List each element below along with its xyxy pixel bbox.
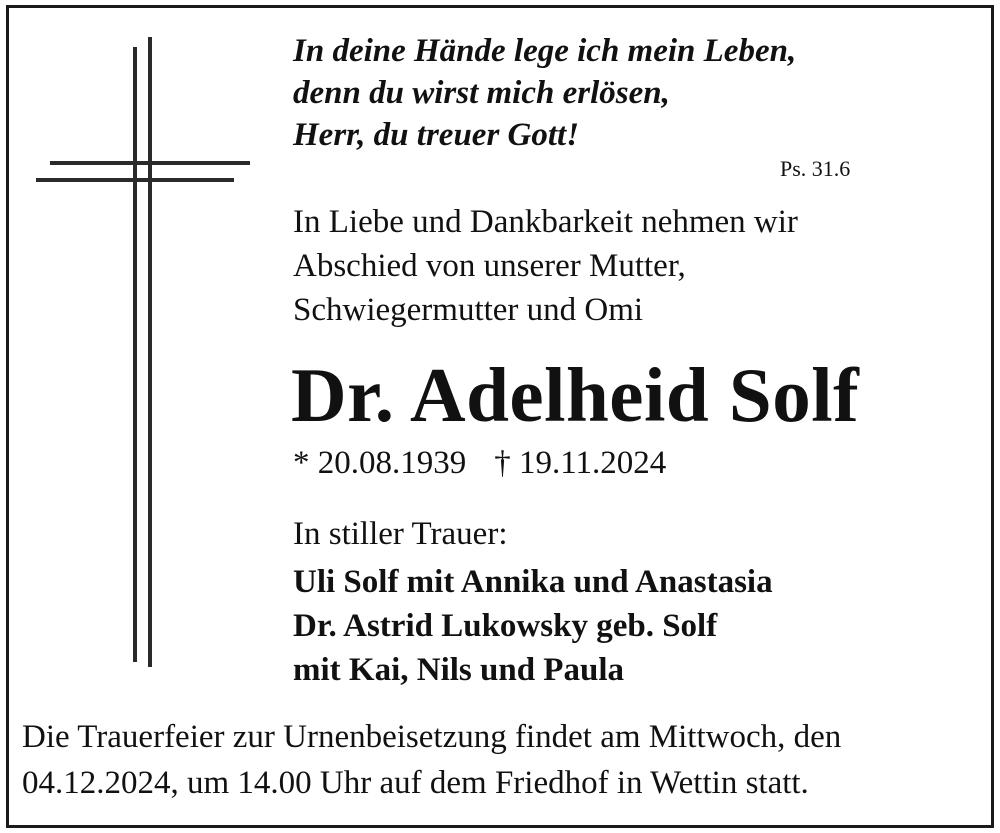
funeral-details <box>22 714 841 806</box>
verse-line: denn du wirst mich erlösen, <box>293 75 670 111</box>
funeral-line: Die Trauerfeier zur Urnenbeisetzung findet am Mittwoch, den <box>22 719 842 755</box>
intro-line: Schwiegermutter und Omi <box>293 292 644 328</box>
mourner-line: Uli Solf mit Annika und Anastasia <box>293 564 773 600</box>
birth-date: * 20.08.1939 <box>293 445 467 481</box>
mourner-line: Dr. Astrid Lukowsky geb. Solf <box>293 608 718 644</box>
farewell-intro <box>293 200 798 332</box>
bible-verse <box>293 30 796 156</box>
mourners-list <box>293 560 773 692</box>
life-dates <box>293 441 666 485</box>
verse-reference: Ps. 31.6 <box>780 156 851 181</box>
cross-icon <box>34 32 254 672</box>
mourner-line: mit Kai, Nils und Paula <box>293 652 624 688</box>
intro-line: In Liebe und Dankbarkeit nehmen wir <box>293 204 798 240</box>
death-date: † 19.11.2024 <box>494 445 667 481</box>
deceased-name: Dr. Adelheid Solf <box>291 352 860 438</box>
mourners-label: In stiller Trauer: <box>293 516 508 552</box>
verse-line: In deine Hände lege ich mein Leben, <box>293 33 797 69</box>
verse-line: Herr, du treuer Gott! <box>293 117 580 153</box>
funeral-line: 04.12.2024, um 14.00 Uhr auf dem Friedhof in Wettin statt. <box>22 765 809 801</box>
intro-line: Abschied von unserer Mutter, <box>293 248 686 284</box>
